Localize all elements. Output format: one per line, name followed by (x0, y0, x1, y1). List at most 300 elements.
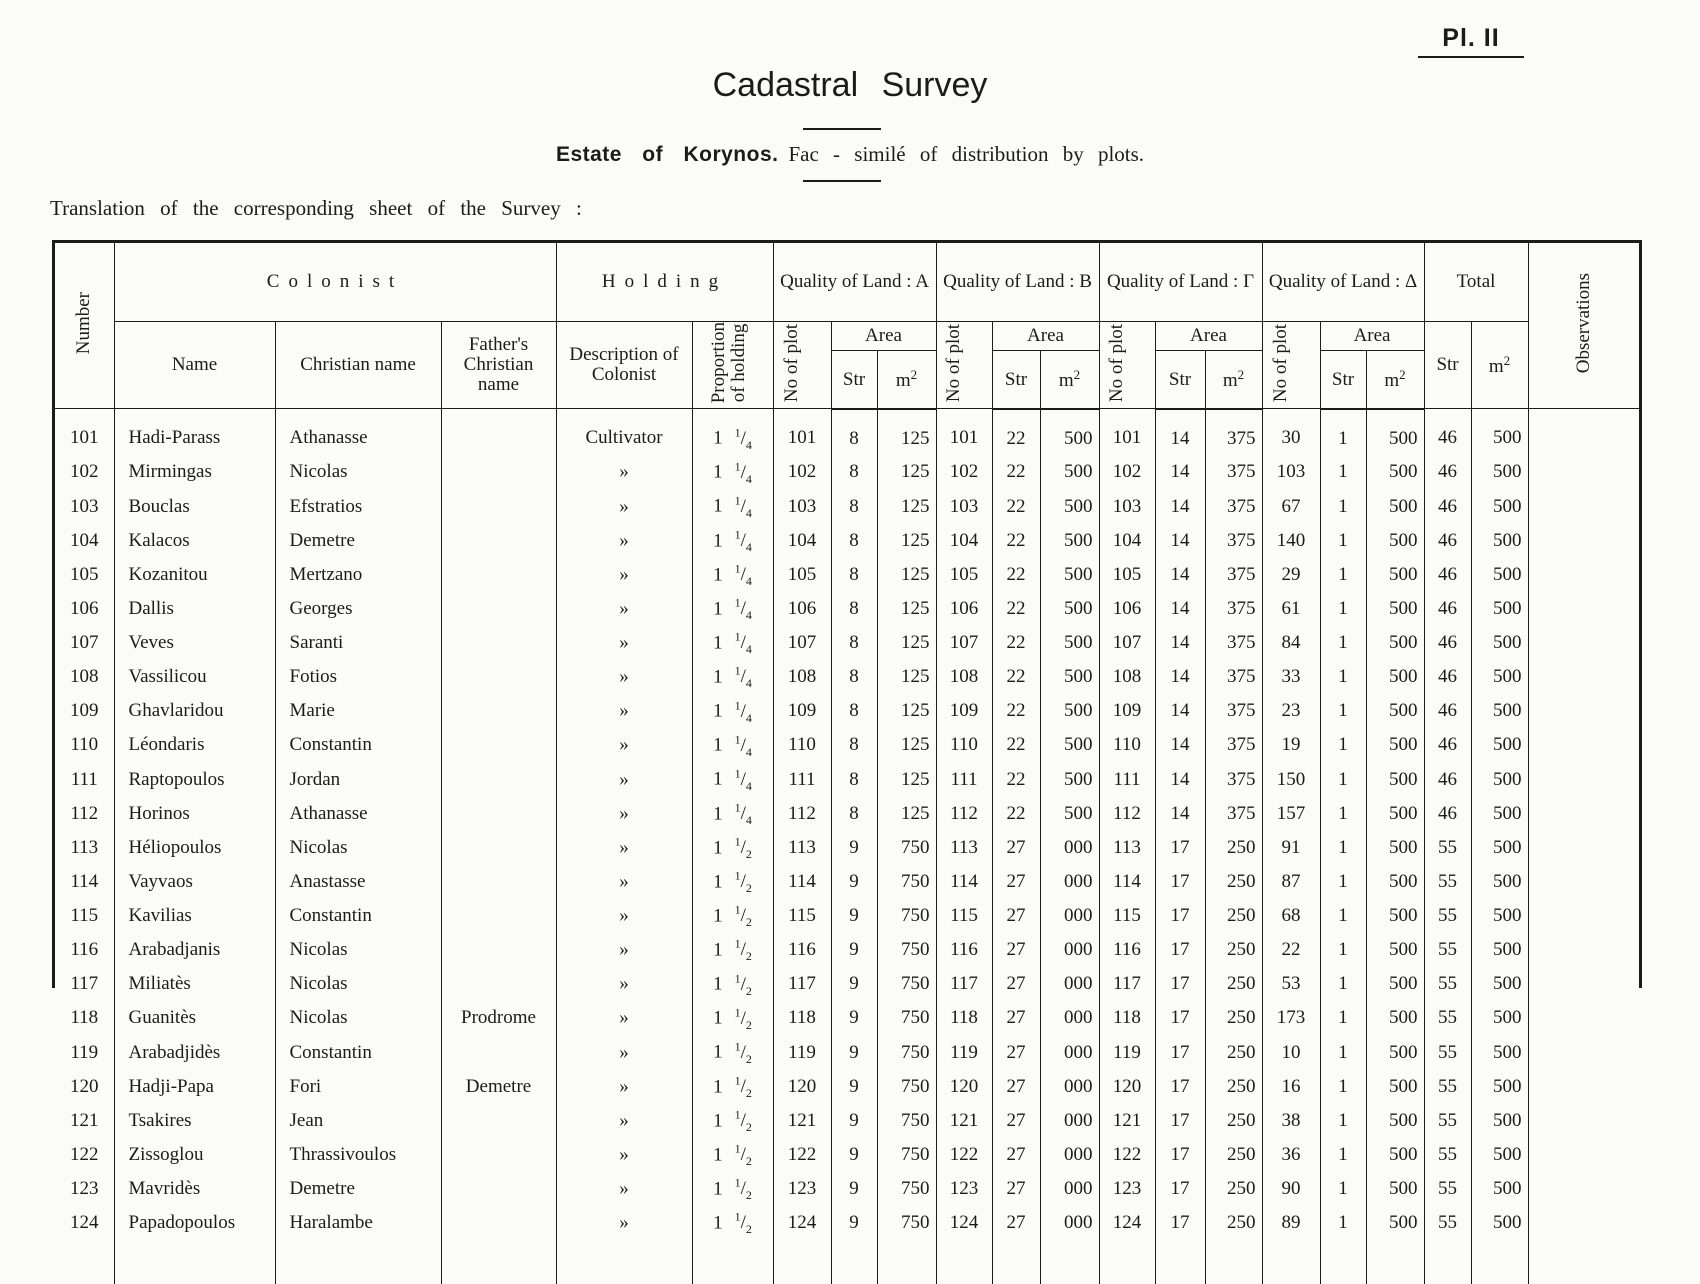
empty-cell (1040, 1240, 1099, 1284)
description-cell: » (556, 728, 692, 762)
a-plot-cell: 122 (773, 1138, 831, 1172)
g-plot-cell: 105 (1099, 558, 1155, 592)
a-plot-cell: 124 (773, 1206, 831, 1240)
d-str-cell: 1 (1320, 1138, 1366, 1172)
empty-cell (275, 1240, 441, 1284)
a-str-cell: 9 (831, 831, 877, 865)
d-plot-cell: 87 (1262, 865, 1320, 899)
a-str-cell: 8 (831, 797, 877, 831)
b-m2-cell: 500 (1040, 626, 1099, 660)
christian-name-cell: Athanasse (275, 409, 441, 456)
total-m2-cell: 500 (1471, 967, 1528, 1001)
g-plot-cell: 122 (1099, 1138, 1155, 1172)
description-cell: » (556, 1070, 692, 1104)
g-plot-cell: 113 (1099, 831, 1155, 865)
total-str-cell: 46 (1424, 524, 1471, 558)
father-name-cell: Demetre (441, 1070, 556, 1104)
father-name-cell (441, 899, 556, 933)
description-cell: » (556, 762, 692, 796)
g-str-cell: 14 (1155, 558, 1205, 592)
a-plot-cell: 105 (773, 558, 831, 592)
g-plot-cell: 123 (1099, 1172, 1155, 1206)
empty-cell (773, 1240, 831, 1284)
d-m2-cell: 500 (1366, 967, 1424, 1001)
total-m2-cell: 500 (1471, 1001, 1528, 1035)
proportion-cell: 1 $^1/_4$ (692, 409, 773, 456)
table-body (55, 409, 1639, 1284)
d-m2-cell: 500 (1366, 409, 1424, 456)
colonist-name-cell: Dallis (114, 592, 275, 626)
a-plot-cell: 107 (773, 626, 831, 660)
observations-cell (1528, 865, 1639, 899)
a-plot-cell: 118 (773, 1001, 831, 1035)
g-m2-cell: 250 (1205, 899, 1262, 933)
g-plot-cell: 107 (1099, 626, 1155, 660)
a-str-cell: 8 (831, 694, 877, 728)
description-cell: » (556, 1172, 692, 1206)
d-m2-cell: 500 (1366, 626, 1424, 660)
b-m2-cell: 000 (1040, 1001, 1099, 1035)
d-plot-cell: 89 (1262, 1206, 1320, 1240)
d-str-cell: 1 (1320, 797, 1366, 831)
b-plot-cell: 117 (936, 967, 992, 1001)
total-m2-cell: 500 (1471, 933, 1528, 967)
total-str-cell: 55 (1424, 967, 1471, 1001)
row-number-cell: 121 (70, 1109, 99, 1131)
b-str-cell: 27 (992, 933, 1040, 967)
g-m2-cell: 375 (1205, 797, 1262, 831)
d-str-cell: 1 (1320, 933, 1366, 967)
total-m2-cell: 500 (1471, 524, 1528, 558)
a-plot-cell: 114 (773, 865, 831, 899)
a-str-cell: 9 (831, 1035, 877, 1069)
total-m2-cell: 500 (1471, 455, 1528, 489)
b-str-cell: 22 (992, 592, 1040, 626)
total-str-cell: 55 (1424, 933, 1471, 967)
b-str-cell: 22 (992, 489, 1040, 523)
b-m2-cell: 000 (1040, 1138, 1099, 1172)
christian-name-cell: Athanasse (275, 797, 441, 831)
header-a-no-of-plot: No of plot (773, 322, 831, 409)
d-m2-cell: 500 (1366, 1001, 1424, 1035)
father-name-cell (441, 660, 556, 694)
empty-cell (831, 1240, 877, 1284)
g-plot-cell: 116 (1099, 933, 1155, 967)
b-m2-cell: 500 (1040, 524, 1099, 558)
a-plot-cell: 112 (773, 797, 831, 831)
header-b-no-of-plot: No of plot (936, 322, 992, 409)
a-plot-cell: 113 (773, 831, 831, 865)
total-m2-cell: 500 (1471, 1104, 1528, 1138)
total-str-cell: 55 (1424, 1172, 1471, 1206)
colonist-name-cell: Tsakires (114, 1104, 275, 1138)
d-str-cell: 1 (1320, 626, 1366, 660)
header-description: Description of Colonist (556, 322, 692, 409)
father-name-cell (441, 933, 556, 967)
g-plot-cell: 109 (1099, 694, 1155, 728)
b-m2-cell: 500 (1040, 455, 1099, 489)
description-cell: » (556, 967, 692, 1001)
g-plot-cell: 102 (1099, 455, 1155, 489)
description-cell: » (556, 1035, 692, 1069)
b-plot-cell: 110 (936, 728, 992, 762)
empty-cell (1528, 1240, 1639, 1284)
a-m2-cell: 125 (877, 797, 936, 831)
christian-name-cell: Nicolas (275, 933, 441, 967)
colonist-name-cell: Miliatès (114, 967, 275, 1001)
description-cell: » (556, 899, 692, 933)
total-str-cell: 46 (1424, 455, 1471, 489)
d-m2-cell: 500 (1366, 455, 1424, 489)
d-plot-cell: 84 (1262, 626, 1320, 660)
a-str-cell: 9 (831, 865, 877, 899)
g-str-cell: 17 (1155, 831, 1205, 865)
header-quality-g: Quality of Land : Γ (1099, 243, 1262, 322)
observations-cell (1528, 899, 1639, 933)
christian-name-cell: Constantin (275, 728, 441, 762)
total-str-cell: 55 (1424, 899, 1471, 933)
observations-cell (1528, 1138, 1639, 1172)
a-str-cell: 8 (831, 489, 877, 523)
total-str-cell: 46 (1424, 728, 1471, 762)
b-plot-cell: 121 (936, 1104, 992, 1138)
d-str-cell: 1 (1320, 728, 1366, 762)
header-total: Total (1424, 243, 1528, 322)
d-m2-cell: 500 (1366, 660, 1424, 694)
row-number-cell: 113 (70, 836, 99, 858)
total-str-cell: 46 (1424, 762, 1471, 796)
observations-cell (1528, 933, 1639, 967)
d-str-cell: 1 (1320, 831, 1366, 865)
colonist-name-cell: Hadji-Papa (114, 1070, 275, 1104)
a-plot-cell: 121 (773, 1104, 831, 1138)
g-plot-cell: 121 (1099, 1104, 1155, 1138)
proportion-cell: 1 $^1/_4$ (692, 728, 773, 762)
a-m2-cell: 750 (877, 1001, 936, 1035)
b-plot-cell: 101 (936, 409, 992, 456)
father-name-cell (441, 1138, 556, 1172)
christian-name-cell: Fori (275, 1070, 441, 1104)
b-str-cell: 27 (992, 899, 1040, 933)
b-plot-cell: 119 (936, 1035, 992, 1069)
row-number-cell: 110 (70, 734, 99, 756)
description-cell: » (556, 1138, 692, 1172)
a-str-cell: 9 (831, 899, 877, 933)
d-plot-cell: 10 (1262, 1035, 1320, 1069)
b-plot-cell: 104 (936, 524, 992, 558)
g-str-cell: 17 (1155, 1206, 1205, 1240)
row-number-cell: 103 (70, 495, 99, 517)
g-str-cell: 14 (1155, 660, 1205, 694)
father-name-cell (441, 797, 556, 831)
proportion-cell: 1 $^1/_2$ (692, 1172, 773, 1206)
empty-cell (441, 1240, 556, 1284)
description-cell: » (556, 626, 692, 660)
b-m2-cell: 000 (1040, 1070, 1099, 1104)
d-plot-cell: 61 (1262, 592, 1320, 626)
christian-name-cell: Demetre (275, 524, 441, 558)
g-str-cell: 17 (1155, 1070, 1205, 1104)
a-str-cell: 8 (831, 455, 877, 489)
header-proportion: Proportion of holding (692, 322, 773, 409)
total-m2-cell: 500 (1471, 660, 1528, 694)
empty-cell (1366, 1240, 1424, 1284)
b-plot-cell: 103 (936, 489, 992, 523)
header-a-m2: $m^2$ (877, 351, 936, 409)
total-str-cell: 46 (1424, 409, 1471, 456)
g-m2-cell: 375 (1205, 455, 1262, 489)
d-str-cell: 1 (1320, 1104, 1366, 1138)
total-str-cell: 46 (1424, 626, 1471, 660)
table-row (55, 865, 1639, 899)
table-row (55, 489, 1639, 523)
table-row (55, 899, 1639, 933)
colonist-name-cell: Veves (114, 626, 275, 660)
observations-cell (1528, 967, 1639, 1001)
christian-name-cell: Nicolas (275, 967, 441, 1001)
header-g-m2: $m^2$ (1205, 351, 1262, 409)
table-row (55, 967, 1639, 1001)
a-m2-cell: 125 (877, 694, 936, 728)
total-m2-cell: 500 (1471, 762, 1528, 796)
d-str-cell: 1 (1320, 1206, 1366, 1240)
total-str-cell: 55 (1424, 1138, 1471, 1172)
observations-cell (1528, 1104, 1639, 1138)
colonist-name-cell: Hadi-Parass (114, 409, 275, 456)
d-m2-cell: 500 (1366, 489, 1424, 523)
total-str-cell: 46 (1424, 797, 1471, 831)
total-str-cell: 46 (1424, 660, 1471, 694)
father-name-cell (441, 409, 556, 456)
header-d-area: Area (1320, 322, 1424, 351)
title-rule (803, 128, 881, 130)
total-m2-cell: 500 (1471, 1206, 1528, 1240)
total-str-cell: 55 (1424, 1001, 1471, 1035)
g-m2-cell: 250 (1205, 1035, 1262, 1069)
row-number-cell: 105 (70, 563, 99, 585)
total-str-cell: 55 (1424, 865, 1471, 899)
a-str-cell: 9 (831, 1104, 877, 1138)
row-number-cell: 119 (70, 1041, 99, 1063)
description-cell: » (556, 524, 692, 558)
g-m2-cell: 250 (1205, 1172, 1262, 1206)
row-number-cell: 120 (70, 1075, 99, 1097)
b-str-cell: 22 (992, 524, 1040, 558)
proportion-cell: 1 $^1/_2$ (692, 967, 773, 1001)
a-str-cell: 9 (831, 967, 877, 1001)
header-g-area: Area (1155, 322, 1262, 351)
description-cell: » (556, 694, 692, 728)
d-m2-cell: 500 (1366, 797, 1424, 831)
g-m2-cell: 375 (1205, 728, 1262, 762)
description-cell: » (556, 660, 692, 694)
header-d-str: Str (1320, 351, 1366, 409)
g-plot-cell: 110 (1099, 728, 1155, 762)
father-name-cell (441, 728, 556, 762)
christian-name-cell: Jean (275, 1104, 441, 1138)
a-str-cell: 8 (831, 762, 877, 796)
a-str-cell: 9 (831, 1206, 877, 1240)
d-plot-cell: 67 (1262, 489, 1320, 523)
a-str-cell: 8 (831, 592, 877, 626)
proportion-cell: 1 $^1/_2$ (692, 831, 773, 865)
b-plot-cell: 114 (936, 865, 992, 899)
d-plot-cell: 38 (1262, 1104, 1320, 1138)
empty-cell (692, 1240, 773, 1284)
total-m2-cell: 500 (1471, 1138, 1528, 1172)
g-str-cell: 17 (1155, 1035, 1205, 1069)
b-plot-cell: 120 (936, 1070, 992, 1104)
a-plot-cell: 123 (773, 1172, 831, 1206)
g-plot-cell: 101 (1099, 409, 1155, 456)
empty-cell (1424, 1240, 1471, 1284)
observations-cell (1528, 694, 1639, 728)
christian-name-cell: Mertzano (275, 558, 441, 592)
a-plot-cell: 117 (773, 967, 831, 1001)
colonist-name-cell: Zissoglou (114, 1138, 275, 1172)
b-str-cell: 22 (992, 797, 1040, 831)
g-str-cell: 17 (1155, 899, 1205, 933)
b-m2-cell: 500 (1040, 409, 1099, 456)
a-m2-cell: 125 (877, 728, 936, 762)
colonist-name-cell: Papadopoulos (114, 1206, 275, 1240)
empty-cell (1205, 1240, 1262, 1284)
total-str-cell: 55 (1424, 1206, 1471, 1240)
description-cell: » (556, 831, 692, 865)
g-str-cell: 14 (1155, 728, 1205, 762)
subtitle (0, 142, 1700, 167)
row-number-cell: 114 (70, 870, 99, 892)
d-plot-cell: 140 (1262, 524, 1320, 558)
b-str-cell: 22 (992, 728, 1040, 762)
b-m2-cell: 500 (1040, 489, 1099, 523)
header-holding: Holding (556, 243, 773, 322)
a-str-cell: 8 (831, 524, 877, 558)
observations-cell (1528, 409, 1639, 456)
empty-cell (936, 1240, 992, 1284)
b-m2-cell: 000 (1040, 1104, 1099, 1138)
b-plot-cell: 106 (936, 592, 992, 626)
d-m2-cell: 500 (1366, 899, 1424, 933)
a-m2-cell: 750 (877, 1206, 936, 1240)
total-m2-cell: 500 (1471, 409, 1528, 456)
proportion-cell: 1 $^1/_2$ (692, 1035, 773, 1069)
a-plot-cell: 101 (773, 409, 831, 456)
g-m2-cell: 375 (1205, 762, 1262, 796)
colonist-name-cell: Guanitès (114, 1001, 275, 1035)
observations-cell (1528, 1035, 1639, 1069)
table-row (55, 558, 1639, 592)
d-plot-cell: 68 (1262, 899, 1320, 933)
b-m2-cell: 500 (1040, 660, 1099, 694)
a-plot-cell: 106 (773, 592, 831, 626)
row-number-cell: 102 (70, 461, 99, 483)
row-number-cell: 118 (70, 1007, 99, 1029)
d-plot-cell: 53 (1262, 967, 1320, 1001)
g-m2-cell: 375 (1205, 409, 1262, 456)
header-quality-a: Quality of Land : A (773, 243, 936, 322)
description-cell: Cultivator (556, 409, 692, 456)
header-total-str: Str (1424, 322, 1471, 409)
row-number-cell: 115 (70, 905, 99, 927)
colonist-name-cell: Kalacos (114, 524, 275, 558)
d-str-cell: 1 (1320, 592, 1366, 626)
table-row (55, 797, 1639, 831)
a-str-cell: 8 (831, 660, 877, 694)
father-name-cell (441, 1206, 556, 1240)
a-m2-cell: 125 (877, 660, 936, 694)
a-str-cell: 8 (831, 558, 877, 592)
total-str-cell: 55 (1424, 831, 1471, 865)
d-plot-cell: 150 (1262, 762, 1320, 796)
observations-cell (1528, 592, 1639, 626)
d-m2-cell: 500 (1366, 865, 1424, 899)
row-number-cell: 107 (70, 632, 99, 654)
total-m2-cell: 500 (1471, 1035, 1528, 1069)
proportion-cell: 1 $^1/_4$ (692, 489, 773, 523)
observations-cell (1528, 1206, 1639, 1240)
a-m2-cell: 750 (877, 967, 936, 1001)
father-name-cell (441, 762, 556, 796)
d-str-cell: 1 (1320, 409, 1366, 456)
d-m2-cell: 500 (1366, 694, 1424, 728)
a-str-cell: 9 (831, 1070, 877, 1104)
empty-cell (1471, 1240, 1528, 1284)
d-str-cell: 1 (1320, 489, 1366, 523)
observations-cell (1528, 762, 1639, 796)
christian-name-cell: Marie (275, 694, 441, 728)
header-father-name: Father's Christian name (441, 322, 556, 409)
g-m2-cell: 250 (1205, 1104, 1262, 1138)
observations-cell (1528, 558, 1639, 592)
g-plot-cell: 120 (1099, 1070, 1155, 1104)
father-name-cell (441, 626, 556, 660)
table-row (55, 1035, 1639, 1069)
g-str-cell: 17 (1155, 1138, 1205, 1172)
g-m2-cell: 250 (1205, 1070, 1262, 1104)
d-m2-cell: 500 (1366, 933, 1424, 967)
b-plot-cell: 118 (936, 1001, 992, 1035)
b-plot-cell: 113 (936, 831, 992, 865)
b-m2-cell: 500 (1040, 797, 1099, 831)
d-plot-cell: 90 (1262, 1172, 1320, 1206)
a-plot-cell: 119 (773, 1035, 831, 1069)
father-name-cell (441, 489, 556, 523)
b-plot-cell: 107 (936, 626, 992, 660)
g-m2-cell: 375 (1205, 694, 1262, 728)
father-name-cell (441, 865, 556, 899)
table-row (55, 660, 1639, 694)
a-m2-cell: 750 (877, 1172, 936, 1206)
g-plot-cell: 112 (1099, 797, 1155, 831)
observations-cell (1528, 455, 1639, 489)
proportion-cell: 1 $^1/_4$ (692, 455, 773, 489)
empty-cell (114, 1240, 275, 1284)
observations-cell (1528, 728, 1639, 762)
d-plot-cell: 36 (1262, 1138, 1320, 1172)
g-plot-cell: 103 (1099, 489, 1155, 523)
a-plot-cell: 102 (773, 455, 831, 489)
header-d-m2: $m^2$ (1366, 351, 1424, 409)
g-m2-cell: 250 (1205, 1138, 1262, 1172)
b-m2-cell: 500 (1040, 558, 1099, 592)
b-m2-cell: 000 (1040, 831, 1099, 865)
father-name-cell (441, 558, 556, 592)
colonist-name-cell: Arabadjanis (114, 933, 275, 967)
b-str-cell: 27 (992, 1206, 1040, 1240)
row-number-cell: 111 (70, 768, 98, 790)
observations-cell (1528, 797, 1639, 831)
